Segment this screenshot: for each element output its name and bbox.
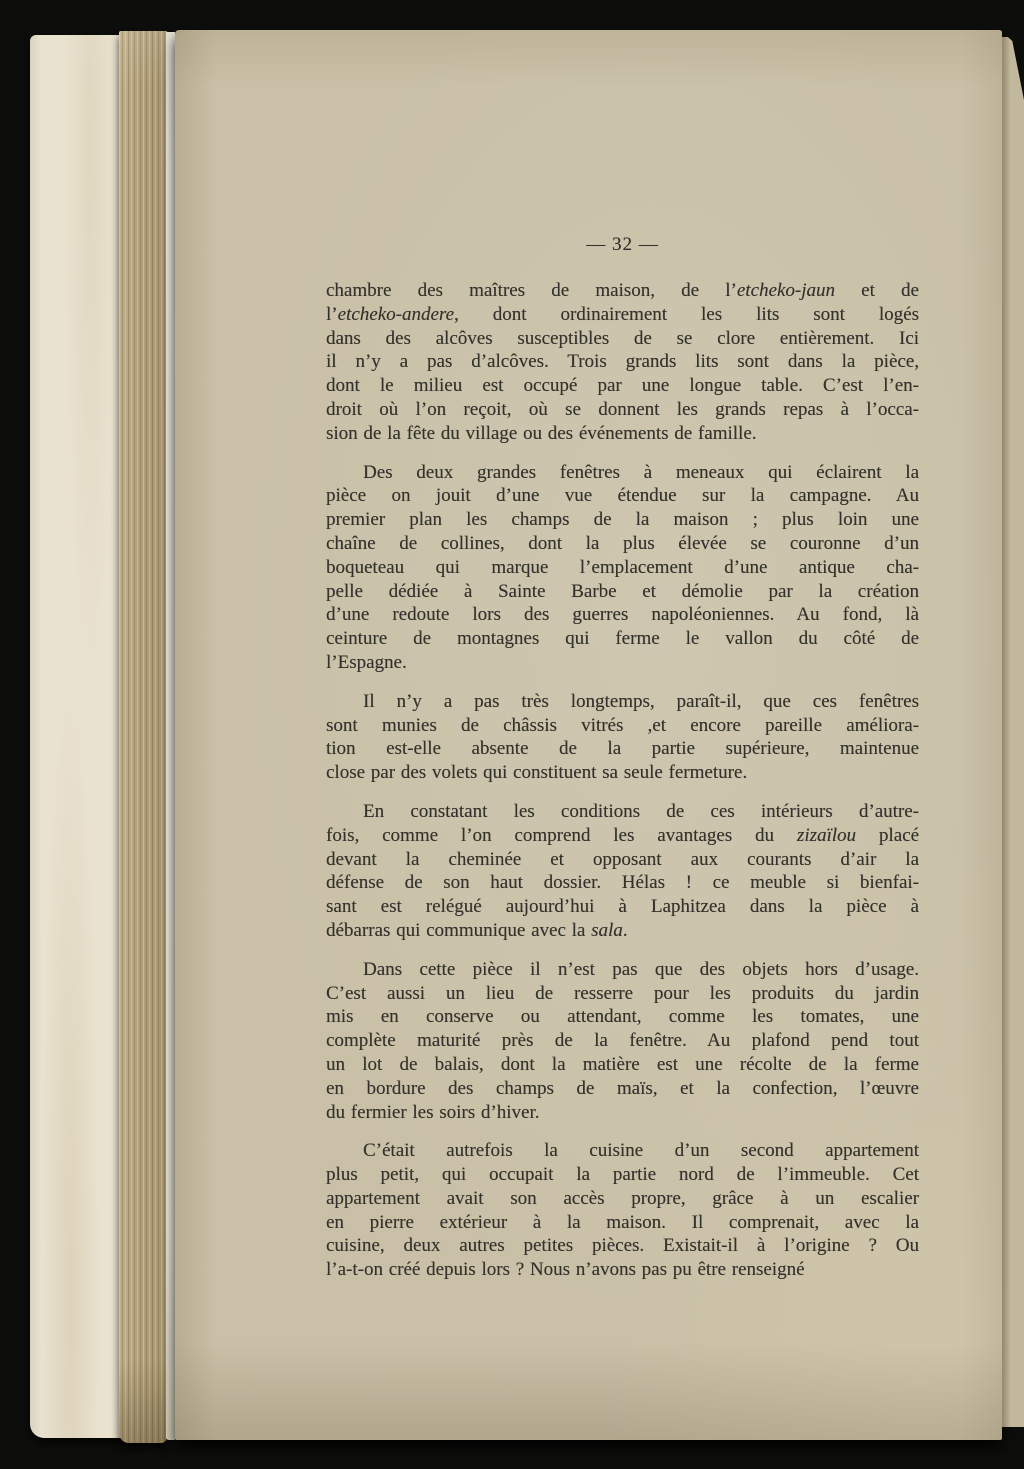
text-line: plus petit, qui occupait la partie nord de l’immeuble. Cet — [326, 1164, 919, 1186]
right-page-fold — [1002, 37, 1024, 1427]
text-line: pièce on jouit d’une vue étendue sur la campagne. Au — [326, 485, 919, 507]
text-line: boqueteau qui marque l’emplacement d’une antique cha- — [326, 556, 919, 578]
text-line: close par des volets qui constituent sa seule fermeture. — [326, 762, 748, 784]
guard-strip — [166, 32, 175, 1440]
text-line: l’a-t-on créé depuis lors ? Nous n’avons pas pu être renseigné — [326, 1259, 805, 1281]
text-line: Il n’y a pas très longtemps, paraît-il, que ces fenêtres — [363, 690, 919, 712]
paragraph — [326, 690, 919, 785]
paragraph — [326, 800, 919, 943]
text-line: En constatant les conditions de ces intérieurs d’autre- — [363, 800, 919, 822]
text-line: C’était autrefois la cuisine d’un second appartement — [363, 1140, 919, 1162]
paragraph — [326, 1139, 919, 1282]
text-line: ceinture de montagnes qui ferme le vallon du côté de — [326, 628, 919, 650]
text-line: l’Espagne. — [326, 651, 407, 673]
text-line: C’est aussi un lieu de resserre pour les produits du jardin — [326, 982, 919, 1004]
text-line: il n’y a pas d’alcôves. Trois grands lits sont dans la pièce, — [326, 351, 919, 373]
text-line: droit où l’on reçoit, où se donnent les grands repas à l’occa- — [326, 398, 919, 420]
text-line: cuisine, deux autres petites pièces. Existait-il à l’origine ? Ou — [326, 1235, 919, 1257]
page-text — [326, 279, 919, 1282]
left-flyleaf-page — [30, 35, 130, 1438]
text-line: pelle dédiée à Sainte Barbe et démolie par la création — [326, 580, 919, 602]
text-line: d’une redoute lors des guerres napoléoniennes. Au fond, là — [326, 604, 919, 626]
text-line: sion de la fête du village ou des événements de famille. — [326, 422, 757, 444]
text-line: Dans cette pièce il n’est pas que des objets hors d’usage. — [363, 958, 919, 980]
text-line: du fermier les soirs d’hiver. — [326, 1101, 540, 1123]
text-line: défense de son haut dossier. Hélas ! ce meuble si bienfai- — [326, 872, 919, 894]
text-line: Des deux grandes fenêtres à meneaux qui éclairent la — [363, 461, 919, 483]
text-line: débarras qui communique avec la sala. — [326, 919, 628, 941]
page-number: — 32 — — [586, 234, 659, 255]
text-line: complète maturité près de la fenêtre. Au plafond pend tout — [326, 1030, 919, 1052]
text-line: appartement avait son accès propre, grâce à un escalier — [326, 1187, 919, 1209]
text-line: un lot de balais, dont la matière est une récolte de la ferme — [326, 1053, 919, 1075]
text-line: l’etcheko-andere, dont ordinairement les lits sont logés — [326, 303, 919, 325]
text-line: dans des alcôves susceptibles de se clore entièrement. Ici — [326, 327, 919, 349]
text-line: chaîne de collines, dont la plus élevée se couronne d’un — [326, 532, 919, 554]
text-line: mis en conserve ou attendant, comme les tomates, une — [326, 1006, 919, 1028]
gutter-page-edges — [119, 31, 167, 1443]
text-line: dont le milieu est occupé par une longue table. C’est l’en- — [326, 375, 919, 397]
paragraph — [326, 461, 919, 675]
text-line: sont munies de châssis vitrés ,et encore pareille améliora- — [326, 714, 919, 736]
text-line: sant est relégué aujourd’hui à Laphitzea dans la pièce à — [326, 896, 919, 918]
text-line: en bordure des champs de maïs, et la confection, l’œuvre — [326, 1077, 919, 1099]
text-line: chambre des maîtres de maison, de l’etcheko-jaun et de — [326, 280, 919, 301]
text-line: premier plan les champs de la maison ; plus loin une — [326, 509, 919, 531]
text-column — [326, 233, 919, 1282]
text-line: devant la cheminée et opposant aux courants d’air la — [326, 848, 919, 870]
text-line: en pierre extérieur à la maison. Il comprenait, avec la — [326, 1211, 919, 1233]
text-line: fois, comme l’on comprend les avantages du zizaïlou placé — [326, 824, 920, 846]
text-line: tion est-elle absente de la partie supérieure, maintenue — [326, 738, 919, 760]
paragraph — [326, 958, 919, 1125]
paragraph — [326, 279, 919, 446]
book-page — [175, 30, 1002, 1440]
